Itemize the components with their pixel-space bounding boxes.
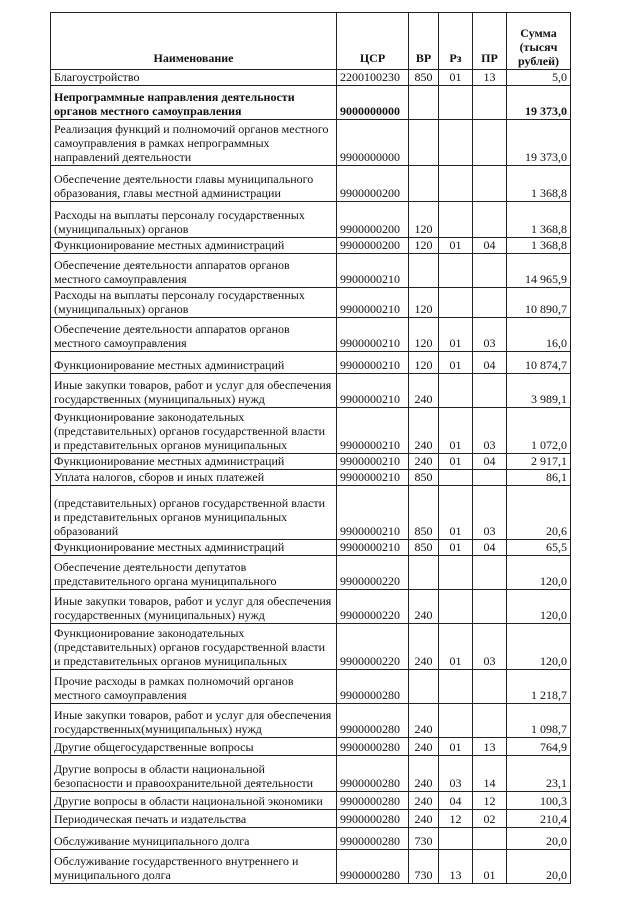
cell-csr: 9900000210 [337,374,409,408]
cell-pr [473,254,507,288]
cell-vr: 240 [409,624,439,670]
cell-sum: 1 072,0 [507,408,571,454]
cell-pr: 03 [473,486,507,540]
cell-vr [409,254,439,288]
cell-vr: 240 [409,590,439,624]
cell-csr: 9900000210 [337,352,409,374]
cell-sum: 10 890,7 [507,288,571,318]
cell-name: Обслуживание государственного внутреннего и муниципального долга [51,850,337,884]
cell-pr: 03 [473,408,507,454]
cell-name: (представительных) органов государственной власти и представительных органов муниципальных образований [51,486,337,540]
cell-csr: 9900000210 [337,408,409,454]
header-csr: ЦСР [337,13,409,70]
table-row [51,374,571,408]
table-row [51,454,571,470]
cell-vr [409,120,439,166]
cell-vr [409,670,439,704]
cell-pr [473,556,507,590]
cell-vr: 240 [409,738,439,756]
cell-pr: 02 [473,810,507,828]
cell-csr: 9900000210 [337,486,409,540]
cell-pr [473,670,507,704]
cell-pr: 04 [473,238,507,254]
cell-csr: 9900000200 [337,166,409,202]
cell-rz [439,288,473,318]
cell-name: Непрограммные направления деятельности органов местного самоуправления [51,86,337,120]
cell-rz: 01 [439,318,473,352]
cell-vr: 850 [409,70,439,86]
cell-pr: 12 [473,792,507,810]
cell-rz: 01 [439,408,473,454]
cell-vr [409,556,439,590]
cell-rz [439,556,473,590]
cell-name: Другие общегосударственные вопросы [51,738,337,756]
cell-name: Обеспечение деятельности главы муниципального образования, главы местной администрации [51,166,337,202]
cell-sum: 210,4 [507,810,571,828]
cell-sum: 1 098,7 [507,704,571,738]
cell-rz [439,670,473,704]
cell-sum: 65,5 [507,540,571,556]
cell-sum: 16,0 [507,318,571,352]
table-row [51,238,571,254]
cell-csr: 2200100230 [337,70,409,86]
table-row [51,288,571,318]
cell-csr: 9900000220 [337,624,409,670]
cell-name: Обеспечение деятельности депутатов представительного органа муниципального [51,556,337,590]
cell-csr: 9900000280 [337,828,409,850]
cell-vr [409,86,439,120]
cell-vr [409,166,439,202]
cell-pr [473,166,507,202]
cell-vr: 850 [409,486,439,540]
cell-name: Функционирование местных администраций [51,540,337,556]
table-row [51,408,571,454]
cell-vr: 730 [409,828,439,850]
cell-sum: 20,0 [507,828,571,850]
cell-pr [473,86,507,120]
cell-name: Благоустройство [51,70,337,86]
cell-rz: 01 [439,352,473,374]
cell-sum: 2 917,1 [507,454,571,470]
cell-pr: 01 [473,850,507,884]
cell-name: Другие вопросы в области национальной экономики [51,792,337,810]
cell-pr: 04 [473,540,507,556]
cell-rz: 01 [439,238,473,254]
cell-vr: 240 [409,810,439,828]
table-row [51,202,571,238]
cell-sum: 10 874,7 [507,352,571,374]
cell-vr: 730 [409,850,439,884]
cell-sum: 1 218,7 [507,670,571,704]
cell-pr: 13 [473,738,507,756]
cell-rz [439,590,473,624]
cell-rz [439,828,473,850]
cell-csr: 9900000210 [337,454,409,470]
cell-pr [473,828,507,850]
cell-csr: 9900000220 [337,590,409,624]
cell-rz: 01 [439,454,473,470]
header-sum: Сумма (тысяч рублей) [507,13,571,70]
cell-pr: 13 [473,70,507,86]
cell-pr [473,202,507,238]
table-row [51,670,571,704]
cell-vr: 240 [409,756,439,792]
cell-rz: 01 [439,540,473,556]
cell-rz: 01 [439,624,473,670]
cell-sum: 19 373,0 [507,86,571,120]
cell-csr: 9900000000 [337,120,409,166]
cell-vr: 240 [409,704,439,738]
cell-rz [439,374,473,408]
cell-rz [439,166,473,202]
cell-name: Реализация функций и полномочий органов местного самоуправления в рамках непрограммных направлений деятельности [51,120,337,166]
cell-sum: 100,3 [507,792,571,810]
header-pr: ПР [473,13,507,70]
table-row [51,470,571,486]
cell-vr: 120 [409,318,439,352]
cell-vr: 120 [409,288,439,318]
cell-name: Иные закупки товаров, работ и услуг для обеспечения государственных (муниципальных) нужд [51,590,337,624]
cell-csr: 9900000210 [337,318,409,352]
cell-name: Обеспечение деятельности аппаратов органов местного самоуправления [51,254,337,288]
cell-csr: 9900000280 [337,792,409,810]
cell-sum: 19 373,0 [507,120,571,166]
table-row [51,828,571,850]
table-row [51,352,571,374]
cell-pr: 14 [473,756,507,792]
cell-csr: 9900000280 [337,850,409,884]
table-row [51,120,571,166]
cell-vr: 850 [409,470,439,486]
table-row [51,850,571,884]
cell-csr: 9900000280 [337,738,409,756]
cell-sum: 120,0 [507,624,571,670]
cell-csr: 9900000280 [337,810,409,828]
cell-sum: 5,0 [507,70,571,86]
cell-sum: 3 989,1 [507,374,571,408]
cell-vr: 240 [409,792,439,810]
table-row [51,86,571,120]
cell-sum: 1 368,8 [507,166,571,202]
cell-csr: 9900000220 [337,556,409,590]
cell-csr: 9900000280 [337,704,409,738]
table-row [51,70,571,86]
cell-rz [439,86,473,120]
cell-name: Прочие расходы в рамках полномочий органов местного самоуправления [51,670,337,704]
cell-rz: 01 [439,70,473,86]
cell-sum: 86,1 [507,470,571,486]
table-row [51,792,571,810]
cell-name: Иные закупки товаров, работ и услуг для обеспечения государственных (муниципальных) нужд [51,374,337,408]
header-row [51,13,571,70]
cell-sum: 1 368,8 [507,202,571,238]
cell-pr [473,704,507,738]
cell-name: Периодическая печать и издательства [51,810,337,828]
cell-name: Уплата налогов, сборов и иных платежей [51,470,337,486]
cell-name: Функционирование местных администраций [51,454,337,470]
cell-rz [439,120,473,166]
cell-name: Функционирование местных администраций [51,352,337,374]
cell-pr [473,590,507,624]
cell-name: Расходы на выплаты персоналу государственных (муниципальных) органов [51,288,337,318]
cell-rz: 01 [439,486,473,540]
cell-sum: 23,1 [507,756,571,792]
cell-pr: 04 [473,352,507,374]
cell-rz [439,704,473,738]
table-row [51,556,571,590]
cell-name: Расходы на выплаты персоналу государственных (муниципальных) органов [51,202,337,238]
table-row [51,624,571,670]
cell-sum: 20,0 [507,850,571,884]
cell-pr [473,374,507,408]
table-row [51,738,571,756]
cell-csr: 9900000210 [337,254,409,288]
cell-rz: 12 [439,810,473,828]
budget-table [50,12,571,884]
cell-sum: 20,6 [507,486,571,540]
cell-sum: 1 368,8 [507,238,571,254]
cell-rz: 04 [439,792,473,810]
table-row [51,318,571,352]
cell-vr: 240 [409,374,439,408]
cell-vr: 240 [409,408,439,454]
cell-pr: 03 [473,318,507,352]
header-name: Наименование [51,13,337,70]
table-row [51,486,571,540]
table-row [51,540,571,556]
cell-vr: 240 [409,454,439,470]
cell-name: Иные закупки товаров, работ и услуг для обеспечения государственных(муниципальных) нужд [51,704,337,738]
cell-csr: 9900000280 [337,756,409,792]
cell-rz: 03 [439,756,473,792]
table-row [51,590,571,624]
cell-name: Функционирование законодательных (представительных) органов государственной власти и представительных органов муниципальных [51,408,337,454]
cell-vr: 120 [409,352,439,374]
cell-csr: 9900000280 [337,670,409,704]
table-row [51,810,571,828]
cell-sum: 764,9 [507,738,571,756]
header-rz: Рз [439,13,473,70]
cell-rz [439,254,473,288]
cell-pr [473,120,507,166]
cell-name: Обслуживание муниципального долга [51,828,337,850]
cell-rz [439,470,473,486]
cell-name: Обеспечение деятельности аппаратов органов местного самоуправления [51,318,337,352]
table-row [51,254,571,288]
table-row [51,704,571,738]
cell-vr: 850 [409,540,439,556]
table-row [51,166,571,202]
cell-rz [439,202,473,238]
cell-vr: 120 [409,202,439,238]
cell-sum: 14 965,9 [507,254,571,288]
cell-sum: 120,0 [507,556,571,590]
header-vr: ВР [409,13,439,70]
cell-csr: 9900000200 [337,238,409,254]
cell-name: Функционирование местных администраций [51,238,337,254]
cell-csr: 9900000210 [337,470,409,486]
cell-csr: 9900000200 [337,202,409,238]
table-body [51,70,571,884]
cell-rz: 13 [439,850,473,884]
cell-csr: 9900000210 [337,288,409,318]
cell-vr: 120 [409,238,439,254]
cell-csr: 9000000000 [337,86,409,120]
cell-pr [473,470,507,486]
cell-name: Функционирование законодательных (представительных) органов государственной власти и представительных органов муниципальных [51,624,337,670]
cell-name: Другие вопросы в области национальной безопасности и правоохранительной деятельности [51,756,337,792]
cell-sum: 120,0 [507,590,571,624]
cell-pr [473,288,507,318]
cell-pr: 03 [473,624,507,670]
cell-csr: 9900000210 [337,540,409,556]
table-row [51,756,571,792]
cell-pr: 04 [473,454,507,470]
cell-rz: 01 [439,738,473,756]
